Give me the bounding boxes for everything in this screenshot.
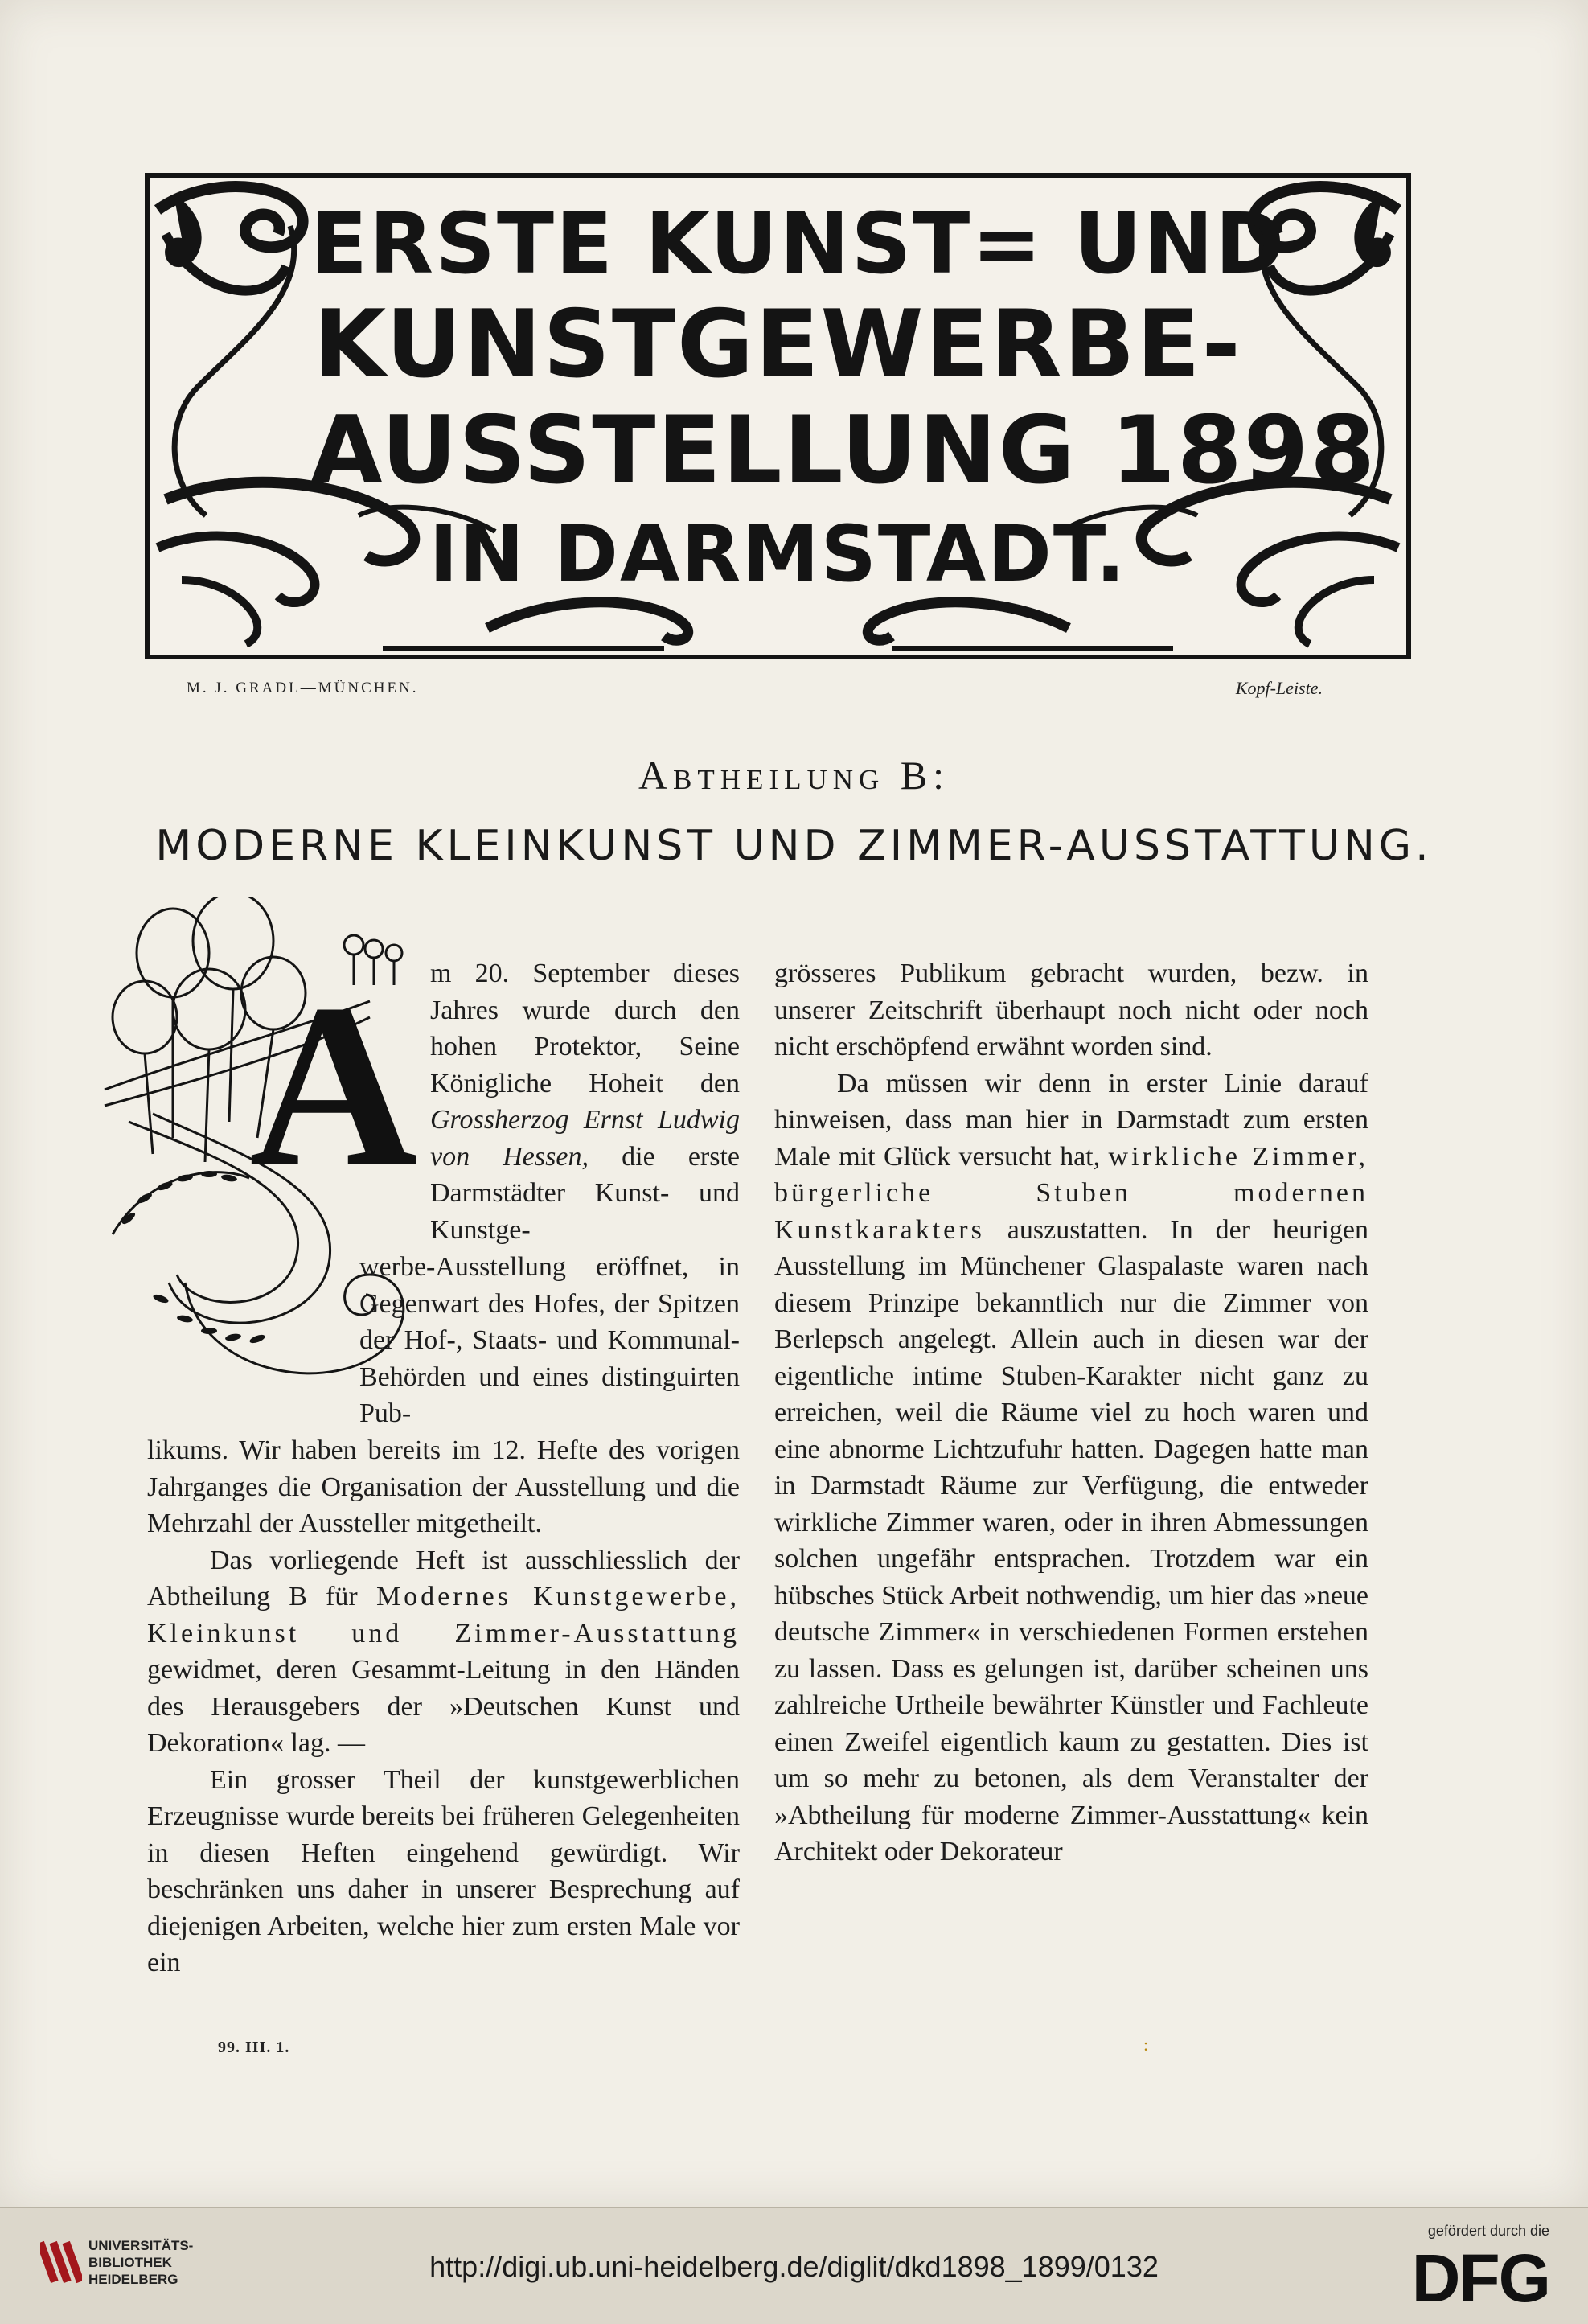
paragraph-1-c: werbe-Ausstellung eröffnet, in Gegenwart des Hofes, der Spitzen der Hof-, Staats- und Kommunal-Behörden und eines distinguirten Pub- <box>359 1252 740 1428</box>
left-column-top <box>430 955 740 1248</box>
paragraph-1-b: die erste Darmstädter Kunst- und Kunstge- <box>430 1141 741 1245</box>
banner-line-3: AUSSTELLUNG 1898 <box>310 396 1377 505</box>
artist-caption: M. J. GRADL—MÜNCHEN. <box>187 680 419 696</box>
paper-spot: : <box>1143 2035 1149 2055</box>
section-title: Abtheilung B: <box>638 753 950 798</box>
banner-title <box>310 194 1377 599</box>
library-line-2: BIBLIOTHEK <box>88 2255 172 2270</box>
library-line-1: UNIVERSITÄTS- <box>88 2238 194 2253</box>
left-column-middle <box>359 1249 740 1432</box>
paragraph-2-spaced: Modernes Kunstgewerbe, Kleinkunst und Zimmer-Ausstattung <box>147 1582 741 1649</box>
digitization-footer <box>0 2207 1588 2324</box>
banner-line-4: IN DARMSTADT. <box>429 509 1127 599</box>
right-paragraph-2-spaced: wirkliche Zimmer, bürgerliche Stuben modernen Kunstkarakters <box>774 1141 1368 1245</box>
banner-line-2: KUNSTGEWERBE- <box>314 290 1242 399</box>
print-signature: 99. III. 1. <box>218 2039 290 2056</box>
funded-by-label: gefördert durch die <box>1427 2223 1549 2239</box>
permalink-url[interactable]: http://digi.ub.uni-heidelberg.de/diglit/dkd1898_1899/0132 <box>429 2250 1159 2283</box>
paragraph-3: Ein grosser Theil der kunstgewerblichen Erzeugnisse wurde bereits bei früheren Gelegenheiten in diesen Heften eingehend gewürdigt. Wir beschränken uns daher in unserer Besprechung auf diejenigen Arbeiten, welche hier zum ersten Male vor ein <box>147 1764 740 1977</box>
type-caption: Kopf-Leiste. <box>1235 678 1323 698</box>
right-paragraph-2-a: Da müssen wir denn in erster Linie darauf hinweisen, dass man hier in Darmstadt zum ersten Male mit Glück versucht hat, <box>774 1068 1368 1172</box>
right-column <box>774 955 1368 1870</box>
section-subtitle: MODERNE KLEINKUNST UND ZIMMER-AUSSTATTUNG. <box>155 822 1433 870</box>
banner-line-1: ERSTE KUNST= UND <box>310 195 1286 293</box>
dfg-logo[interactable]: DFG <box>1411 2240 1549 2316</box>
header-banner <box>145 173 1411 659</box>
grand-duke-name: Grossherzog Ernst Ludwig von Hessen, <box>430 1105 740 1172</box>
left-column-bottom <box>147 1432 740 1981</box>
drop-cap-letter: A <box>249 956 418 1214</box>
paragraph-1-a: m 20. September dieses Jahres wurde durch den hohen Protektor, Seine Königliche Hoheit den <box>430 959 740 1098</box>
library-line-3: HEIDELBERG <box>88 2272 178 2287</box>
right-paragraph-1: grösseres Publikum gebracht wurden, bezw. in unserer Zeitschrift überhaupt noch nicht oder noch nicht erschöpfend erwähnt worden sind. <box>774 959 1368 1061</box>
paragraph-2-b: gewidmet, deren Gesammt-Leitung in den Händen des Herausgebers der »Deutschen Kunst und Dekoration« lag. — <box>147 1655 740 1758</box>
paragraph-2-a: Das vorliegende Heft ist ausschliesslich der Abtheilung B für <box>147 1545 740 1612</box>
paragraph-1-d: likums. Wir haben bereits im 12. Hefte des vorigen Jahrganges die Organisation der Ausstellung und die Mehrzahl der Aussteller mitgetheilt. <box>147 1435 740 1538</box>
right-paragraph-2-b: auszustatten. In der heurigen Ausstellung im Münchener Glaspalaste waren nach diesem Prinzipe bekanntlich nur die Zimmer von Berlepsch angelegt. Allein auch in diesen war der eigentliche intime Stuben-Karakter nicht ganz zu erreichen, weil die Räume viel zu hoch waren und eine abnorme Lichtzufuhr hatten. Dagegen hatte man in Darmstadt Räume zur Verfügung, die entweder wirkliche Zimmer waren, oder in ihren Abmessungen solchen ungefähr entsprachen. Trotzdem war ein hübsches Stück Arbeit nothwendig, um hier das »neue deutsche Zimmer« in verschiedenen Formen erstehen zu lassen. Dass es gelungen ist, darüber scheinen uns zahlreiche Urtheile bewährter Künstler und Fachleute einen Zweifel eigentlich kaum zu gestatten. Dies ist um so mehr zu betonen, als dem Veranstalter der »Abtheilung für moderne Zimmer-Ausstattung« kein Architekt oder Dekorateur <box>774 1214 1368 1866</box>
